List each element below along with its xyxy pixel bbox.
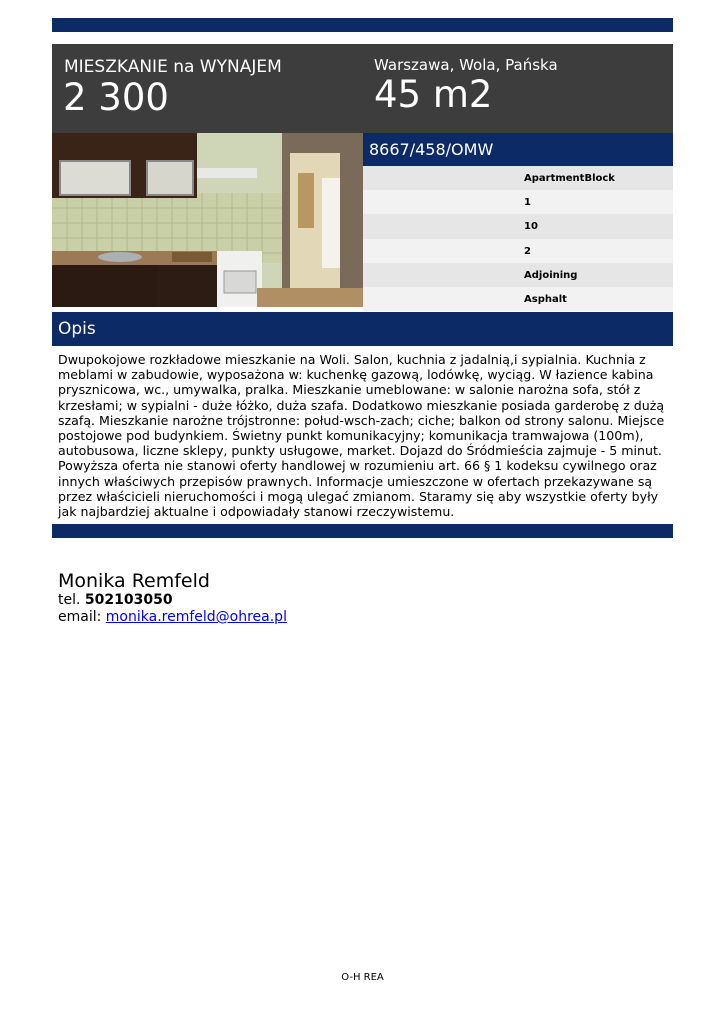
agent-contact	[58, 570, 287, 626]
detail-value: ApartmentBlock	[524, 173, 615, 184]
offer-type: MIESZKANIE na WYNAJEM	[64, 57, 282, 77]
detail-row	[363, 214, 673, 238]
agent-phone: 502103050	[84, 592, 173, 608]
detail-row	[363, 239, 673, 263]
agent-phone-line	[58, 592, 287, 609]
agent-email-link[interactable]: monika.remfeld@ohrea.pl	[105, 609, 287, 625]
top-accent-bar	[52, 18, 673, 32]
area: 45 m2	[374, 73, 493, 116]
listing-header	[52, 44, 673, 133]
detail-value: Adjoining	[524, 269, 578, 281]
reference-number: 8667/458/OMW	[369, 140, 494, 159]
location: Warszawa, Wola, Pańska	[374, 56, 558, 74]
description-header-bar	[52, 312, 673, 346]
detail-row	[363, 190, 673, 214]
description-heading: Opis	[58, 319, 96, 339]
detail-row	[363, 263, 673, 287]
detail-row	[363, 287, 673, 311]
price: 2 300	[63, 76, 169, 119]
apartment-photo	[52, 133, 363, 307]
detail-value: 2	[524, 245, 531, 257]
detail-value: Asphalt	[524, 293, 567, 305]
agent-email-line	[58, 609, 287, 626]
detail-value: 10	[524, 221, 538, 233]
footer-company: O-H REA	[341, 972, 384, 983]
details-table	[363, 166, 673, 311]
detail-value: 1	[524, 197, 531, 209]
phone-label: tel.	[58, 592, 81, 608]
bottom-accent-bar	[52, 524, 673, 538]
reference-bar	[363, 133, 673, 166]
agent-name: Monika Remfeld	[58, 570, 210, 592]
description-text: Dwupokojowe rozkładowe mieszkanie na Woli. Salon, kuchnia z jadalnią,i sypialnia. Kuchnia z meblami w zabudowie, wyposażona w: kuchenkę gazową, lodówkę, wyciąg. W łazience kabina prysznicowa, wc., umywalka, pralka. Mieszkanie umeblowane: w salonie narożna sofa, stół z krzesłami; w sypialni - duże łóżko, duża szafa. Dodatkowo mieszkanie posiada garderobę z dużą szafą. Mieszkanie narożne trójstronne: połud-wsch-zach; ciche; balkon od strony salonu. Miejsce postojowe pod budynkiem. Świetny punkt komunikacyjny; komunikacja tramwajowa (100m), autobusowa, liczne sklepy, punkty usługowe, market. Dojazd do Śródmieścia zajmuje - 5 minut. Powyższa oferta nie stanowi oferty handlowej w rozumieniu art. 66 § 1 kodeksu cywilnego oraz innych właściwych przepisów prawnych. Informacje umieszczone w ofertach przekazywane są przez właścicieli nieruchomości i mogą ulegać zmianom. Staramy się aby wszystkie oferty były jak najbardziej aktualne i odpowiadały stanowi rzeczywistemu.	[58, 352, 665, 520]
detail-row	[363, 166, 673, 190]
email-label: email:	[58, 609, 102, 625]
